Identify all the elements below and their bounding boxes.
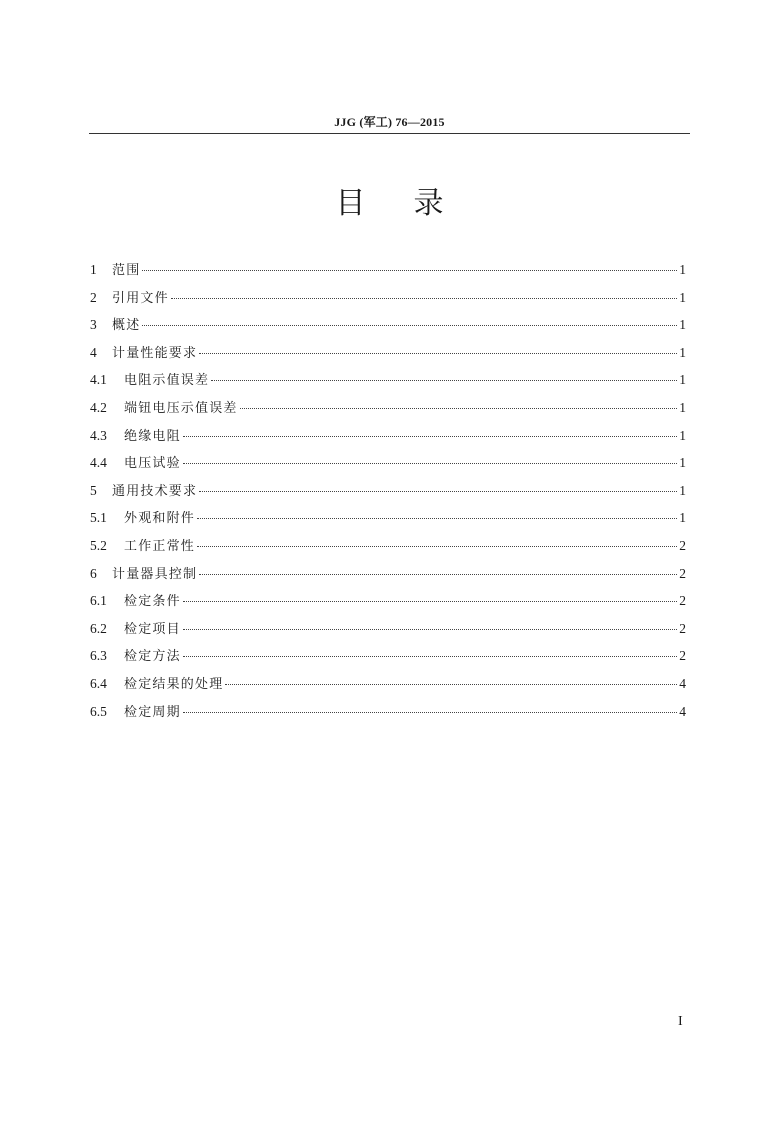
toc-entry-title: 检定项目 bbox=[124, 621, 181, 637]
toc-entry[interactable] bbox=[90, 535, 686, 563]
table-of-contents bbox=[90, 259, 686, 728]
toc-dot-leader bbox=[183, 712, 677, 713]
toc-entry-title: 电压试验 bbox=[124, 456, 181, 472]
toc-entry-number: 3 bbox=[90, 317, 97, 333]
toc-entry-number: 4.2 bbox=[90, 399, 107, 415]
toc-entry-page: 4 bbox=[679, 703, 686, 719]
toc-entry-page: 2 bbox=[679, 648, 686, 664]
toc-entry-title: 检定条件 bbox=[124, 594, 181, 610]
toc-entry-number: 5.1 bbox=[90, 510, 107, 526]
toc-entry-title: 计量性能要求 bbox=[112, 345, 198, 361]
header-rule bbox=[89, 133, 690, 134]
toc-entry-page: 1 bbox=[679, 482, 686, 498]
toc-entry[interactable] bbox=[90, 314, 686, 342]
toc-entry-title: 绝缘电阻 bbox=[124, 428, 181, 444]
toc-entry-number: 1 bbox=[90, 262, 97, 277]
toc-entry-number: 5.2 bbox=[90, 537, 107, 553]
toc-entry-number: 6 bbox=[90, 565, 97, 581]
toc-entry-page: 2 bbox=[679, 620, 686, 636]
toc-dot-leader bbox=[199, 491, 677, 492]
toc-entry-page: 1 bbox=[679, 399, 686, 415]
toc-entry[interactable] bbox=[90, 259, 686, 287]
toc-entry-page: 2 bbox=[679, 537, 686, 553]
toc-dot-leader bbox=[183, 463, 677, 464]
toc-dot-leader bbox=[240, 408, 678, 409]
toc-entry-page: 1 bbox=[679, 455, 686, 471]
toc-dot-leader bbox=[211, 380, 677, 381]
running-header: JJG (军工) 76—2015 bbox=[334, 115, 445, 129]
toc-entry-page: 2 bbox=[679, 593, 686, 609]
toc-entry-page: 1 bbox=[679, 372, 686, 388]
toc-entry-number: 4.1 bbox=[90, 372, 107, 388]
toc-entry[interactable] bbox=[90, 452, 686, 480]
toc-entry-title: 电阻示值误差 bbox=[124, 373, 210, 389]
toc-entry-number: 6.1 bbox=[90, 593, 107, 609]
toc-dot-leader bbox=[199, 353, 677, 354]
toc-entry-number: 4.3 bbox=[90, 427, 107, 443]
toc-entry-number: 6.4 bbox=[90, 675, 107, 691]
toc-entry-number: 6.5 bbox=[90, 703, 107, 719]
toc-entry-number: 2 bbox=[90, 289, 97, 305]
toc-entry-title: 检定结果的处理 bbox=[124, 676, 224, 692]
toc-entry-page: 4 bbox=[679, 675, 686, 691]
toc-entry-number: 4 bbox=[90, 344, 97, 360]
toc-entry-page: 2 bbox=[679, 565, 686, 581]
toc-dot-leader bbox=[142, 325, 677, 326]
toc-entry-number: 5 bbox=[90, 482, 97, 498]
toc-entry[interactable] bbox=[90, 425, 686, 453]
toc-entry-title: 工作正常性 bbox=[124, 538, 196, 554]
toc-entry[interactable] bbox=[90, 397, 686, 425]
toc-dot-leader bbox=[197, 518, 677, 519]
toc-entry-title: 检定周期 bbox=[124, 704, 181, 720]
toc-entry-page: 1 bbox=[679, 344, 686, 360]
toc-entry-page: 1 bbox=[679, 510, 686, 526]
toc-entry[interactable] bbox=[90, 618, 686, 646]
toc-entry-title: 通用技术要求 bbox=[112, 483, 198, 499]
toc-dot-leader bbox=[183, 629, 677, 630]
toc-dot-leader bbox=[142, 270, 677, 271]
toc-dot-leader bbox=[183, 656, 677, 657]
toc-dot-leader bbox=[199, 574, 677, 575]
toc-dot-leader bbox=[183, 601, 677, 602]
toc-entry-title: 检定方法 bbox=[124, 649, 181, 665]
toc-entry-title: 外观和附件 bbox=[124, 511, 196, 527]
toc-entry[interactable] bbox=[90, 507, 686, 535]
toc-entry[interactable] bbox=[90, 480, 686, 508]
toc-entry[interactable] bbox=[90, 645, 686, 673]
toc-entry-page: 1 bbox=[679, 427, 686, 443]
toc-entry[interactable] bbox=[90, 342, 686, 370]
page-number: I bbox=[678, 1014, 683, 1029]
toc-entry-page: 1 bbox=[679, 262, 686, 277]
toc-entry-number: 4.4 bbox=[90, 455, 107, 471]
toc-entry-title: 计量器具控制 bbox=[112, 566, 198, 582]
toc-entry-page: 1 bbox=[679, 289, 686, 305]
toc-entry-number: 6.2 bbox=[90, 620, 107, 636]
toc-entry-title: 概述 bbox=[112, 318, 141, 334]
toc-entry-title: 范围 bbox=[112, 263, 141, 278]
toc-entry-title: 端钮电压示值误差 bbox=[124, 400, 238, 416]
toc-entry[interactable] bbox=[90, 701, 686, 729]
toc-dot-leader bbox=[225, 684, 677, 685]
toc-entry[interactable] bbox=[90, 563, 686, 591]
toc-dot-leader bbox=[197, 546, 677, 547]
toc-title-char-2: 录 bbox=[413, 186, 444, 221]
toc-entry-title: 引用文件 bbox=[112, 290, 169, 306]
toc-title-char-1: 目 bbox=[335, 186, 366, 221]
toc-entry[interactable] bbox=[90, 369, 686, 397]
toc-title bbox=[89, 178, 690, 222]
toc-entry[interactable] bbox=[90, 287, 686, 315]
toc-entry-page: 1 bbox=[679, 317, 686, 333]
toc-dot-leader bbox=[183, 436, 677, 437]
toc-entry-number: 6.3 bbox=[90, 648, 107, 664]
toc-dot-leader bbox=[171, 298, 677, 299]
toc-entry[interactable] bbox=[90, 673, 686, 701]
toc-entry[interactable] bbox=[90, 590, 686, 618]
